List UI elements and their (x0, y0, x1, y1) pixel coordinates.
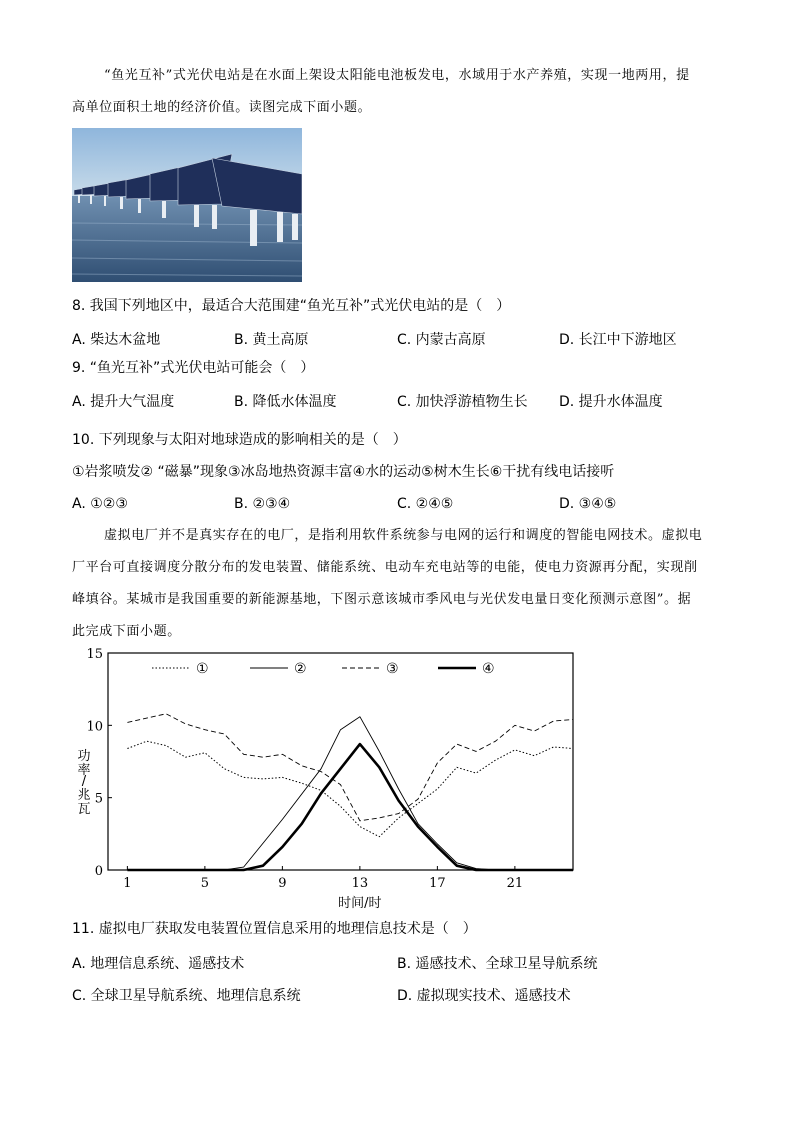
passage2-line3: 峰填谷。某城市是我国重要的新能源基地，下图示意该城市季风电与光伏发电量日变化预测示意图”。据 (72, 592, 692, 607)
question-10-option-a[interactable]: A. ①②③ (72, 496, 128, 512)
question-10-option-b[interactable]: B. ②③④ (234, 496, 291, 512)
question-9-option-c[interactable]: C. 加快浮游植物生长 (397, 394, 528, 410)
question-9-option-d[interactable]: D. 提升水体温度 (559, 394, 663, 410)
question-10-option-d[interactable]: D. ③④⑤ (559, 496, 617, 512)
question-8-option-c[interactable]: C. 内蒙古高原 (397, 332, 486, 348)
question-9-stem: 9. “鱼光互补”式光伏电站可能会（ ） (72, 360, 315, 376)
series-line-2 (127, 717, 573, 870)
legend-label-3: ③ (386, 661, 399, 677)
power-line-chart (70, 640, 590, 912)
question-9-option-b[interactable]: B. 降低水体温度 (234, 394, 337, 410)
passage1-line1: “鱼光互补”式光伏电站是在水面上架设太阳能电池板发电，水域用于水产养殖，实现一地两用，提 (104, 68, 690, 83)
question-10-items: ①岩浆喷发② “磁暴”现象③冰岛地热资源丰富④水的运动⑤树木生长⑥干扰有线电话接听 (72, 464, 615, 480)
question-11-option-c[interactable]: C. 全球卫星导航系统、地理信息系统 (72, 988, 301, 1004)
question-9-option-a[interactable]: A. 提升大气温度 (72, 394, 175, 410)
question-11-option-a[interactable]: A. 地理信息系统、遥感技术 (72, 956, 245, 972)
x-tick-label: 21 (506, 876, 524, 891)
question-11-option-d[interactable]: D. 虚拟现实技术、遥感技术 (397, 988, 571, 1004)
question-8-option-a[interactable]: A. 柴达木盆地 (72, 332, 161, 348)
x-tick-label: 5 (200, 876, 210, 891)
question-11-option-b[interactable]: B. 遥感技术、全球卫星导航系统 (397, 956, 598, 972)
y-axis-label: 功率/兆瓦 (77, 749, 91, 818)
y-tick-label: 5 (94, 791, 103, 807)
passage2-line4: 此完成下面小题。 (72, 624, 181, 639)
plot-frame (108, 653, 573, 870)
y-tick-label: 0 (94, 864, 103, 879)
question-10-stem: 10. 下列现象与太阳对地球造成的影响相关的是（ ） (72, 432, 407, 448)
question-10-option-c[interactable]: C. ②④⑤ (397, 496, 454, 512)
passage2-line1: 虚拟电厂并不是真实存在的电厂，是指利用软件系统参与电网的运行和调度的智能电网技术。虚拟电 (104, 528, 703, 543)
y-tick-label: 15 (86, 647, 103, 662)
passage2-line2: 厂平台可直接调度分散分布的发电装置、储能系统、电动车充电站等的电能，使电力资源再分配，实现削 (72, 560, 698, 575)
x-axis-label: 时间/时 (338, 896, 382, 911)
legend-label-2: ② (294, 661, 307, 677)
question-11-stem: 11. 虚拟电厂获取发电装置位置信息采用的地理信息技术是（ ） (72, 921, 477, 937)
x-tick-label: 17 (429, 876, 446, 891)
legend-label-1: ① (196, 661, 209, 677)
y-tick-label: 10 (86, 719, 103, 735)
x-tick-label: 9 (278, 876, 287, 891)
question-8-option-b[interactable]: B. 黄土高原 (234, 332, 309, 348)
passage1-line2: 高单位面积土地的经济价值。读图完成下面小题。 (72, 100, 372, 115)
x-tick-label: 1 (123, 876, 132, 891)
solar-panel-photo (72, 128, 302, 282)
question-8-option-d[interactable]: D. 长江中下游地区 (559, 332, 677, 348)
x-tick-label: 13 (351, 876, 369, 891)
series-line-4 (127, 744, 573, 870)
series-line-3 (127, 714, 573, 821)
question-8-stem: 8. 我国下列地区中，最适合大范围建“鱼光互补”式光伏电站的是（ ） (72, 298, 511, 314)
legend-label-4: ④ (482, 661, 495, 677)
